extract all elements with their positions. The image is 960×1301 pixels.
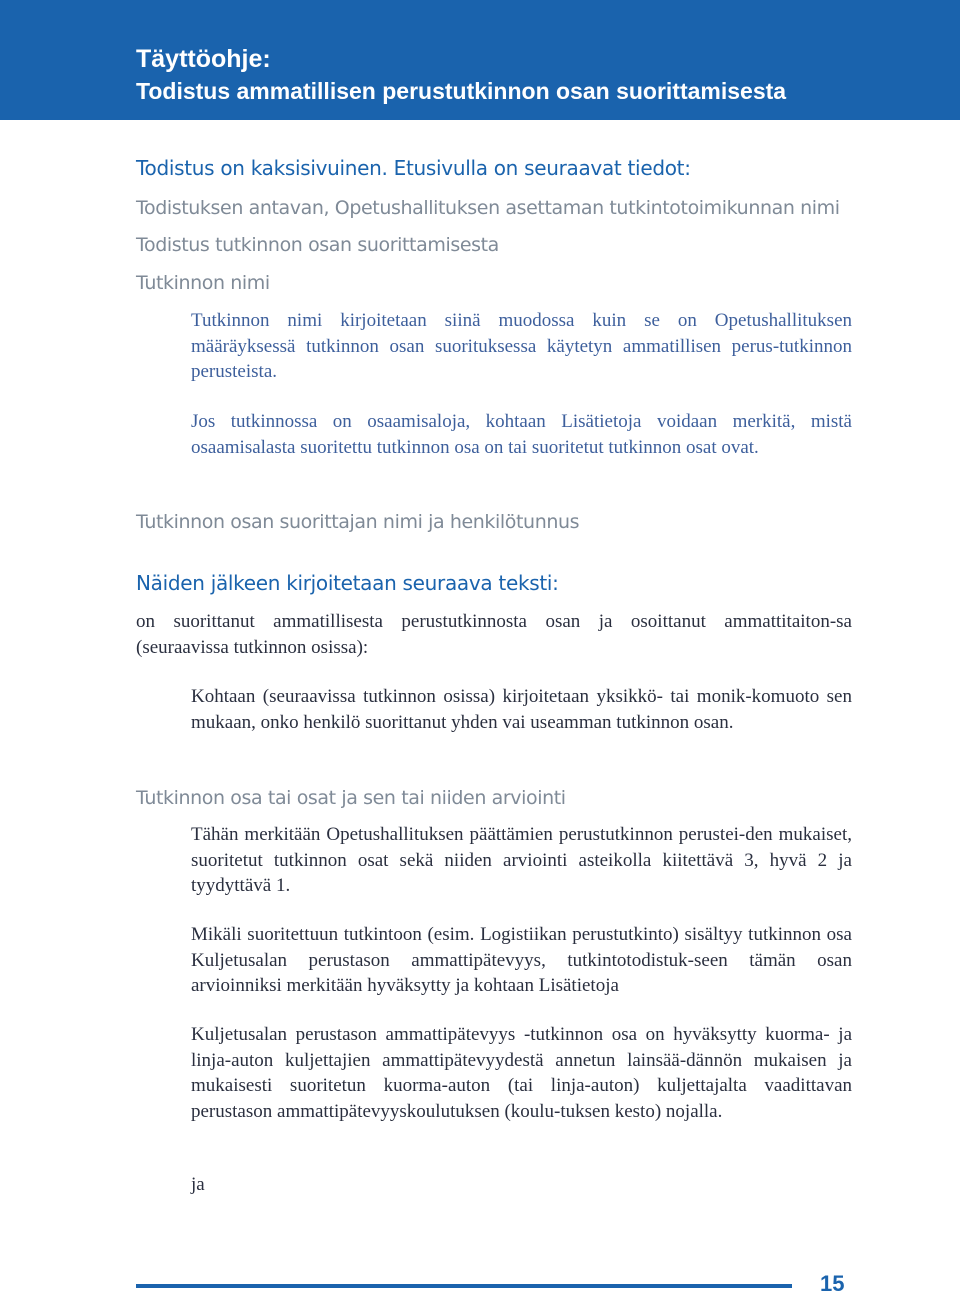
field-label-issuer: Todistuksen antavan, Opetushallituksen asettaman tutkintotoimikunnan nimi (136, 197, 840, 219)
footer-rule (136, 1284, 792, 1288)
page-title: Täyttöohje: (136, 45, 271, 73)
degree-name-instruction: Tutkinnon nimi kirjoitetaan siinä muodossa kuin se on Opetushallituksen määräyksessä tutkinnon osan suorituksessa käytetyn ammatillisen perus-tutkinnon perusteista. (191, 310, 852, 382)
field-label-degree-name: Tutkinnon nimi (136, 272, 270, 294)
field-label-assessment: Tutkinnon osa tai osat ja sen tai niiden arviointi (136, 787, 566, 809)
transport-competence-instruction: Mikäli suoritettuun tutkintoon (esim. Logistiikan perustutkinto) sisältyy tutkinnon osa Kuljetusalan perustason ammattipätevyys, tutkintotodistuk-seen tämän osan arvioinniksi merkitään hyväksytty ja kohtaan Lisätietoja (191, 924, 852, 996)
page-subtitle: Todistus ammatillisen perustutkinnon osan suorittamisesta (136, 78, 787, 104)
page-number: 15 (820, 1271, 845, 1296)
intro-text: Todistus on kaksisivuinen. Etusivulla on seuraavat tiedot: (136, 156, 691, 180)
continuation-word: ja (191, 1174, 205, 1195)
field-label-certificate-title: Todistus tutkinnon osan suorittamisesta (136, 234, 499, 256)
header-banner (0, 0, 960, 120)
assessment-instruction: Tähän merkitään Opetushallituksen päättämien perustutkinnon perustei-den mukaiset, suoritetut tutkinnon osat sekä niiden arviointi asteikolla kiitettävä 3, hyvä 2 ja tyydyttävä 1. (191, 824, 852, 896)
specialization-instruction: Jos tutkinnossa on osaamisaloja, kohtaan Lisätietoja voidaan merkitä, mistä osaamisalasta suoritettu tutkinnon osa on tai suoritetut tutkinnon osat ovat. (191, 411, 852, 458)
singular-plural-note: Kohtaan (seuraavissa tutkinnon osissa) kirjoitetaan yksikkö- tai monik-komuoto sen mukaan, onko henkilö suorittanut yhden vai useamman tutkinnon osan. (191, 686, 852, 733)
additional-info-text: Kuljetusalan perustason ammattipätevyys -tutkinnon osa on hyväksytty kuorma- ja linja-auton kuljettajien ammattipätevyydestä annetun lainsää-dännön mukaisen ja mukaisesti suoritetun kuorma-auton (tai linja-auton) kuljettajalta vaadittavan perustason ammattipätevyyskoulutuksen (koulu-tuksen kesto) nojalla. (191, 1024, 852, 1122)
field-label-student: Tutkinnon osan suorittajan nimi ja henkilötunnus (136, 511, 580, 533)
section-heading-text: Näiden jälkeen kirjoitetaan seuraava teksti: (136, 571, 559, 595)
certificate-statement: on suorittanut ammatillisesta perustutkinnosta osan ja osoittanut ammattitaiton-sa (seuraavissa tutkinnon osissa): (136, 611, 852, 658)
